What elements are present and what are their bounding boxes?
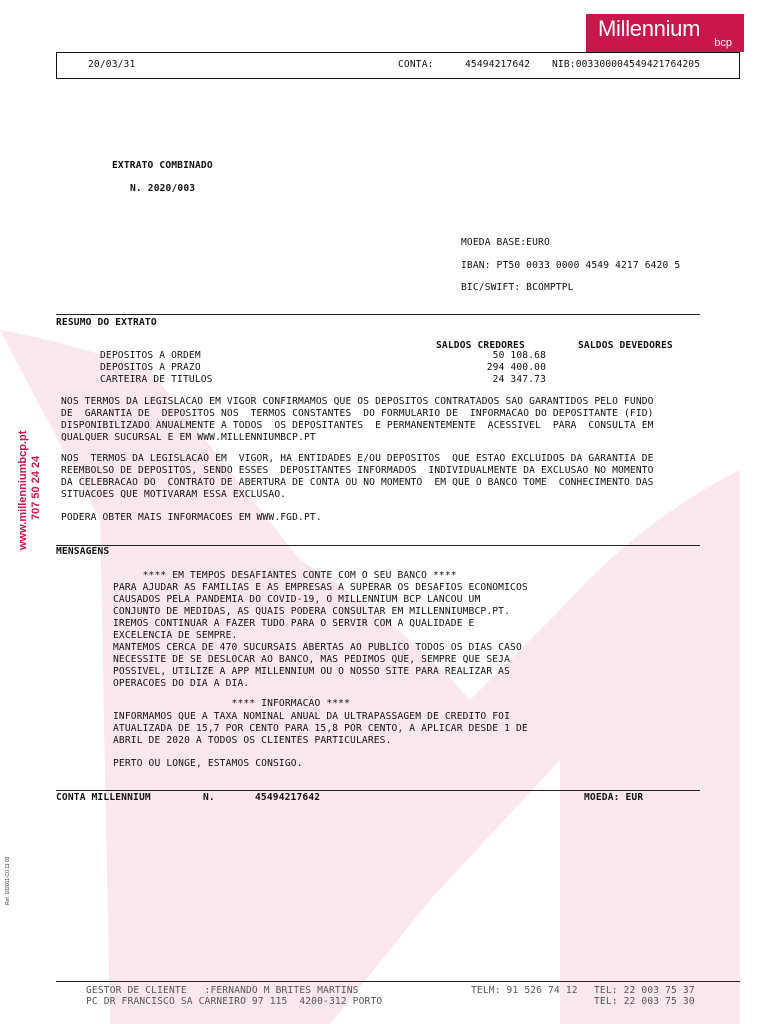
moeda-base: MOEDA BASE:EURO bbox=[461, 237, 550, 248]
legal-text-line: DISPONIBILIZADO ANUALMENTE A TODOS OS DEPOSITANTES E PERMANENTEMENTE ACESSIVEL PARA CONSULTA EM bbox=[61, 420, 654, 431]
conta-number: 45494217642 bbox=[465, 59, 531, 70]
resumo-row-credit: 294 400.00 bbox=[486, 362, 546, 373]
legal-text-line: SITUACOES QUE MOTIVARAM ESSA EXCLUSAO. bbox=[61, 489, 287, 500]
message-line: POSSIVEL, UTILIZE A APP MILLENNIUM OU O NOSSO SITE PARA REALIZAR AS bbox=[113, 666, 511, 677]
statement-date: 20/03/31 bbox=[88, 59, 136, 70]
telm: TELM: 91 526 74 12 bbox=[471, 985, 578, 996]
conta-millennium-number: 45494217642 bbox=[255, 792, 321, 803]
side-reference: Ref. 102011-C0 11 03 bbox=[5, 856, 11, 905]
legal-text-line: REEMBOLSO DE DEPOSITOS, SENDO ESSES DEPOSITANTES INFORMADOS INDIVIDUALMENTE DA EXCLUSAO NO MOMENTO bbox=[61, 465, 654, 476]
gestor-cliente: GESTOR DE CLIENTE :FERNANDO M BRITES MARTINS bbox=[86, 985, 359, 996]
tel-2: TEL: 22 003 75 30 bbox=[594, 996, 695, 1007]
resumo-row-credit: 50 108.68 bbox=[492, 350, 546, 361]
resumo-row-credit: 24 347.73 bbox=[492, 374, 546, 385]
legal-text-line: DA CELEBRACAO DO CONTRATO DE ABERTURA DE CONTA OU NO MOMENTO EM QUE O BANCO TOME CONHECIMENTO DAS bbox=[61, 477, 654, 488]
message-line: **** EM TEMPOS DESAFIANTES CONTE COM O SEU BANCO **** bbox=[113, 570, 457, 581]
message-line: PARA AJUDAR AS FAMILIAS E AS EMPRESAS A SUPERAR OS DESAFIOS ECONOMICOS bbox=[113, 582, 528, 593]
message-line: OPERACOES DO DIA A DIA. bbox=[113, 678, 250, 689]
legal-fgd-info: PODERA OBTER MAIS INFORMACOES EM WWW.FGD.PT. bbox=[61, 512, 322, 523]
legal-text-line: DE GARANTIA DE DEPOSITOS NOS TERMOS CONSTANTES DO FORMULARIO DE INFORMACAO DO DEPOSITANTE (FID) bbox=[61, 408, 654, 419]
message-line: ABRIL DE 2020 A TODOS OS CLIENTES PARTICULARES. bbox=[113, 735, 392, 746]
side-phone: 707 50 24 24 bbox=[30, 455, 42, 520]
legal-text-line: QUALQUER SUCURSAL E EM WWW.MILLENNIUMBCP.PT bbox=[61, 432, 316, 443]
message-line: ATUALIZADA DE 15,7 POR CENTO PARA 15,8 POR CENTO, A APLICAR DESDE 1 DE bbox=[113, 723, 528, 734]
message-line: NECESSITE DE SE DESLOCAR AO BANCO, MAS PEDIMOS QUE, SEMPRE QUE SEJA bbox=[113, 654, 511, 665]
message-line: **** INFORMACAO **** bbox=[113, 698, 351, 709]
logo-sub: bcp bbox=[714, 37, 732, 49]
message-line: PERTO OU LONGE, ESTAMOS CONSIGO. bbox=[113, 758, 303, 769]
message-line: CONJUNTO DE MEDIDAS, AS QUAIS PODERA CONSULTAR EM MILLENNIUMBCP.PT. bbox=[113, 606, 511, 617]
col-saldos-devedores: SALDOS DEVEDORES bbox=[578, 340, 673, 351]
logo-name: Millennium bbox=[598, 16, 701, 41]
nib: NIB:003300004549421764205 bbox=[552, 59, 701, 70]
bic-swift: BIC/SWIFT: BCOMPTPL bbox=[461, 282, 574, 293]
conta-label: CONTA: bbox=[398, 59, 434, 70]
tel-1: TEL: 22 003 75 37 bbox=[594, 985, 695, 996]
col-saldos-credores: SALDOS CREDORES bbox=[436, 340, 525, 351]
rule-conta bbox=[56, 790, 700, 791]
resumo-heading: RESUMO DO EXTRATO bbox=[56, 317, 157, 328]
message-line: INFORMAMOS QUE A TAXA NOMINAL ANUAL DA ULTRAPASSAGEM DE CREDITO FOI bbox=[113, 711, 511, 722]
rule-footer bbox=[56, 981, 740, 982]
message-line: CAUSADOS PELA PANDEMIA DO COVID-19, O MILLENNIUM BCP LANCOU UM bbox=[113, 594, 481, 605]
resumo-row-label: DEPOSITOS A PRAZO bbox=[100, 362, 201, 373]
rule-resumo bbox=[56, 314, 700, 315]
rule-mensagens bbox=[56, 545, 700, 546]
millennium-bcp-logo bbox=[586, 14, 744, 52]
legal-text-line: NOS TERMOS DA LEGISLACAO EM VIGOR, HA ENTIDADES E/OU DEPOSITOS QUE ESTAO EXCLUIDOS DA GARANTIA DE bbox=[61, 453, 654, 464]
conta-millennium-label: CONTA MILLENNIUM bbox=[56, 792, 151, 803]
legal-text-line: NOS TERMOS DA LEGISLACAO EM VIGOR CONFIRMAMOS QUE OS DEPOSITOS CONTRATADOS SAO GARANTIDOS PELO FUNDO bbox=[61, 396, 654, 407]
conta-n-label: N. bbox=[203, 792, 215, 803]
message-line: IREMOS CONTINUAR A FAZER TUDO PARA O SERVIR COM A QUALIDADE E bbox=[113, 618, 475, 629]
message-line: MANTEMOS CERCA DE 470 SUCURSAIS ABERTAS AO PUBLICO TODOS OS DIAS CASO bbox=[113, 642, 522, 653]
branch-address: PC DR FRANCISCO SA CARNEIRO 97 115 4200-312 PORTO bbox=[86, 996, 383, 1007]
resumo-row-label: CARTEIRA DE TITULOS bbox=[100, 374, 213, 385]
iban: IBAN: PT50 0033 0000 4549 4217 6420 5 bbox=[461, 260, 681, 271]
resumo-row-label: DEPOSITOS A ORDEM bbox=[100, 350, 201, 361]
mensagens-heading: MENSAGENS bbox=[56, 546, 110, 557]
document-title: EXTRATO COMBINADO bbox=[112, 160, 213, 171]
document-number: N. 2020/003 bbox=[130, 183, 196, 194]
side-website: www.millenniumbcp.pt bbox=[17, 430, 29, 550]
message-line: EXCELENCIA DE SEMPRE. bbox=[113, 630, 238, 641]
conta-moeda: MOEDA: EUR bbox=[584, 792, 644, 803]
